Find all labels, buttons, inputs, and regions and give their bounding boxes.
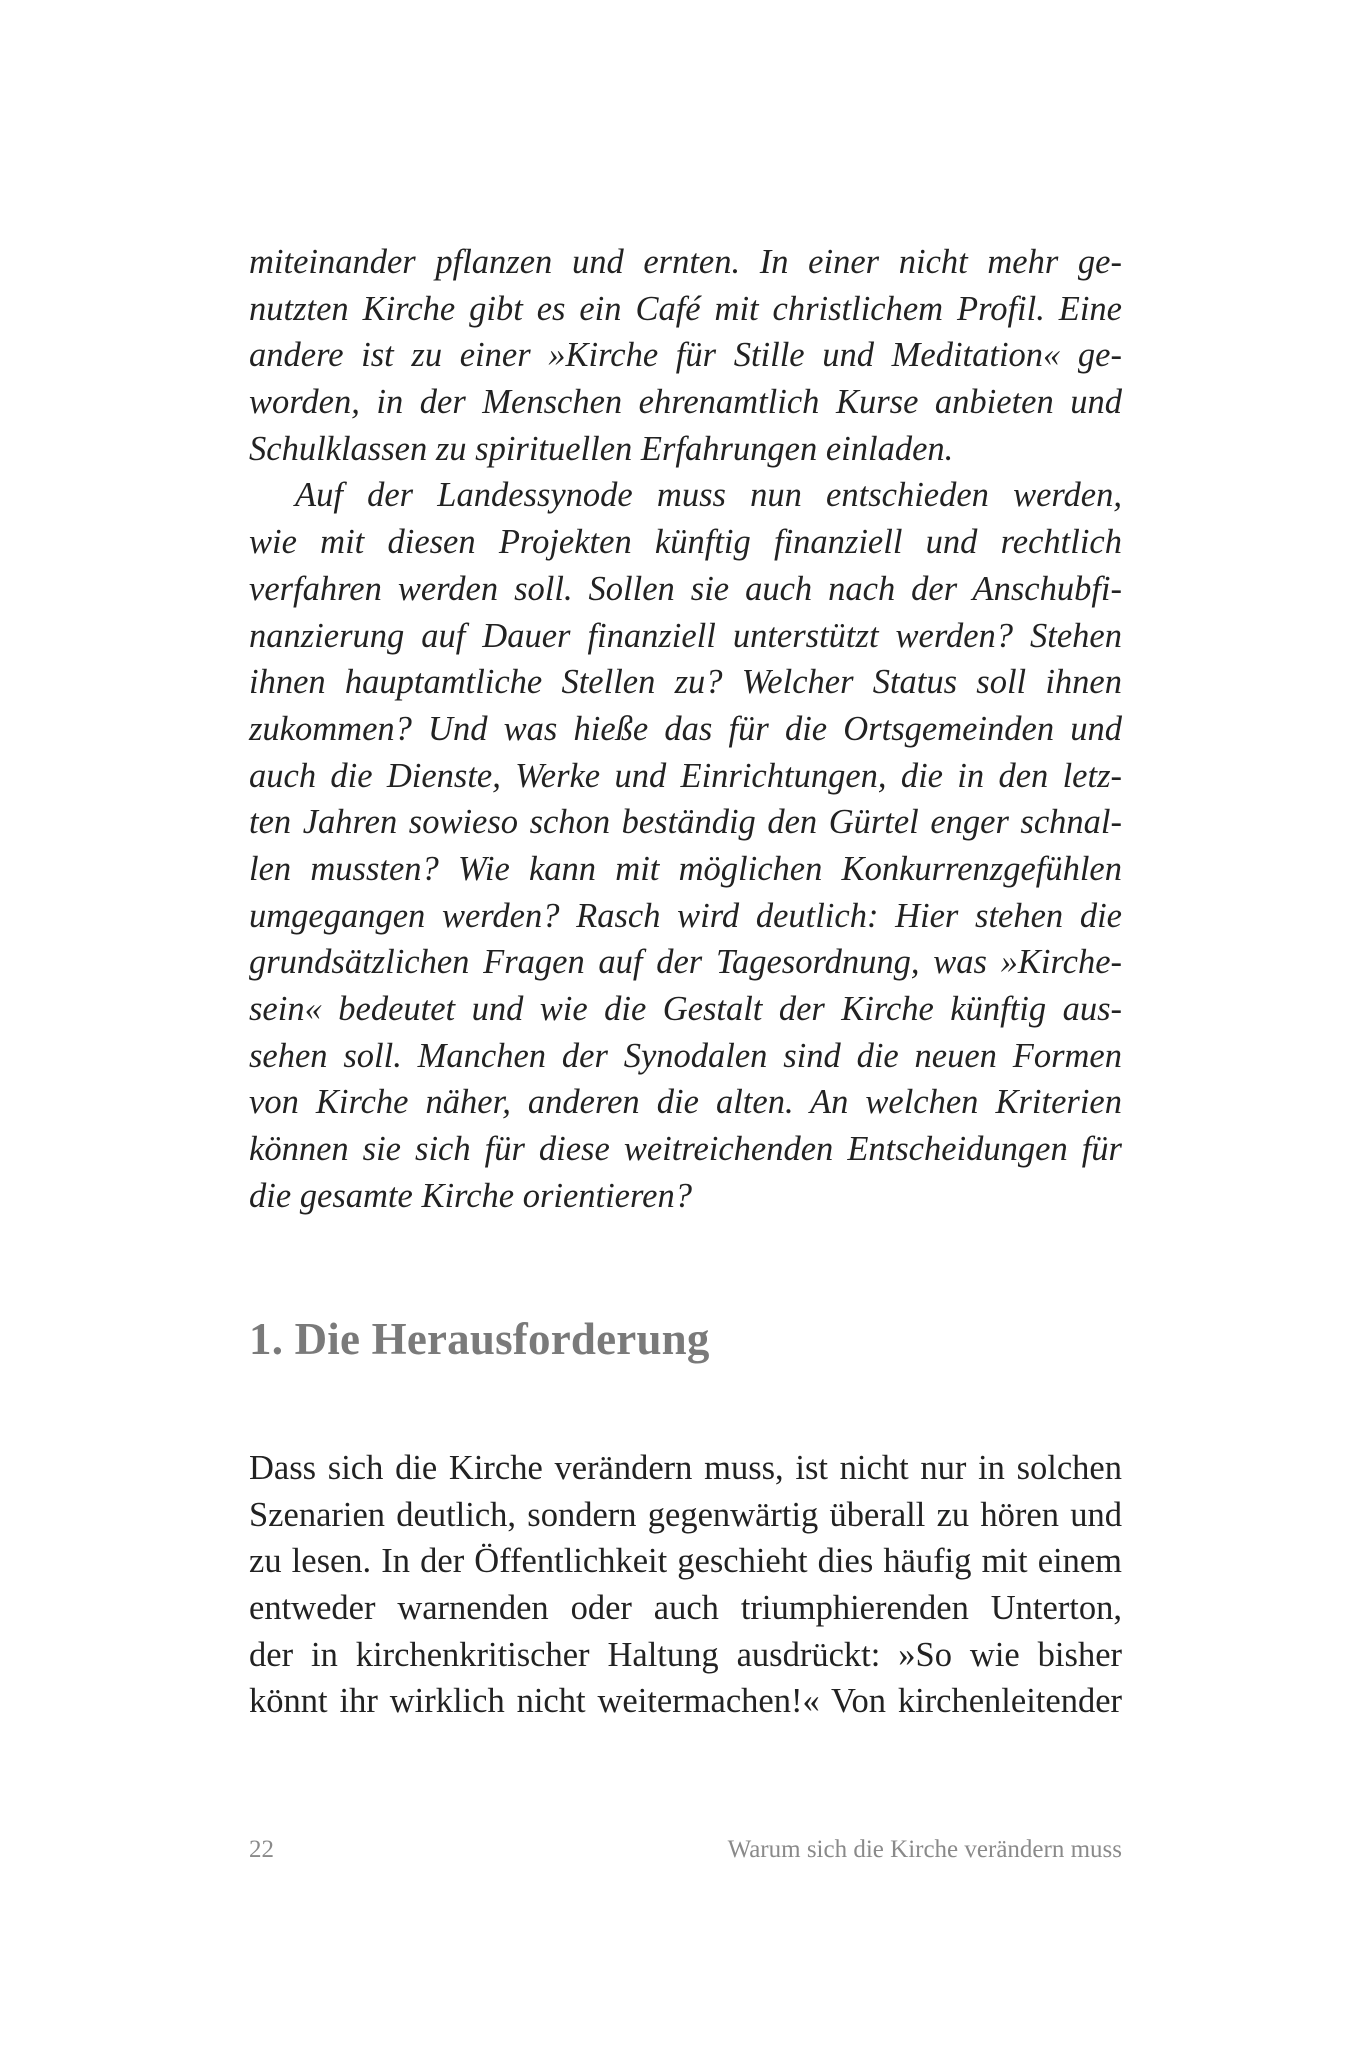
text-line: ten Jahren sowieso schon beständig den Gürtel enger schnal- — [249, 803, 1122, 842]
text-line: sein« bedeutet und wie die Gestalt der Kirche künftig aus- — [249, 990, 1122, 1028]
text-line: miteinander pflanzen und ernten. In einer nicht mehr ge- — [249, 243, 1122, 281]
text-line: von Kirche näher, anderen die alten. An welchen Kriterien — [249, 1083, 1122, 1122]
text-line: grundsätzlichen Fragen auf der Tagesordnung, was »Kirche- — [249, 943, 1122, 982]
text-line: andere ist zu einer »Kirche für Stille und Meditation« ge- — [249, 336, 1122, 375]
text-line: entweder warnenden oder auch triumphierenden Unterton, — [249, 1589, 1122, 1628]
running-title: Warum sich die Kirche verändern muss — [727, 1836, 1122, 1863]
text-line: umgegangen werden? Rasch wird deutlich: Hier stehen die — [249, 896, 1122, 935]
text-line: sehen soll. Manchen der Synodalen sind die neuen Formen — [249, 1036, 1122, 1075]
body-text — [249, 1445, 1122, 1725]
text-line: der in kirchenkritischer Haltung ausdrückt: »So wie bisher — [249, 1635, 1122, 1674]
page-number: 22 — [249, 1836, 274, 1863]
text-line: zukommen? Und was hieße das für die Ortsgemeinden und — [249, 709, 1122, 748]
text-line: Auf der Landessynode muss nun entschieden werden, — [295, 476, 1122, 515]
text-line: verfahren werden soll. Sollen sie auch nach der Anschubfi- — [249, 569, 1122, 608]
text-line: len mussten? Wie kann mit möglichen Konkurrenzgefühlen — [249, 849, 1122, 888]
section-heading: 1. Die Herausforderung — [249, 1314, 710, 1364]
text-line: nanzierung auf Dauer finanziell unterstützt werden? Stehen — [249, 616, 1122, 655]
text-line: Schulklassen zu spirituellen Erfahrungen einladen. — [249, 429, 954, 468]
text-line: zu lesen. In der Öffentlichkeit geschieht dies häufig mit einem — [249, 1542, 1122, 1581]
text-line: wie mit diesen Projekten künftig finanziell und rechtlich — [249, 523, 1122, 562]
text-line: auch die Dienste, Werke und Einrichtungen, die in den letz- — [249, 756, 1122, 795]
text-line: könnt ihr wirklich nicht weitermachen!« Von kirchenleitender — [249, 1682, 1122, 1721]
text-line: Szenarien deutlich, sondern gegenwärtig überall zu hören und — [249, 1495, 1122, 1534]
text-line: ihnen hauptamtliche Stellen zu? Welcher Status soll ihnen — [249, 663, 1122, 702]
text-line: Dass sich die Kirche verändern muss, ist nicht nur in solchen — [249, 1449, 1122, 1487]
text-line: worden, in der Menschen ehrenamtlich Kurse anbieten und — [249, 383, 1122, 422]
text-line: nutzten Kirche gibt es ein Café mit christlichem Profil. Eine — [249, 289, 1122, 328]
text-line: können sie sich für diese weitreichenden Entscheidungen für — [249, 1130, 1122, 1169]
text-line: die gesamte Kirche orientieren? — [249, 1176, 692, 1215]
intro-italic-text — [249, 239, 1122, 1219]
